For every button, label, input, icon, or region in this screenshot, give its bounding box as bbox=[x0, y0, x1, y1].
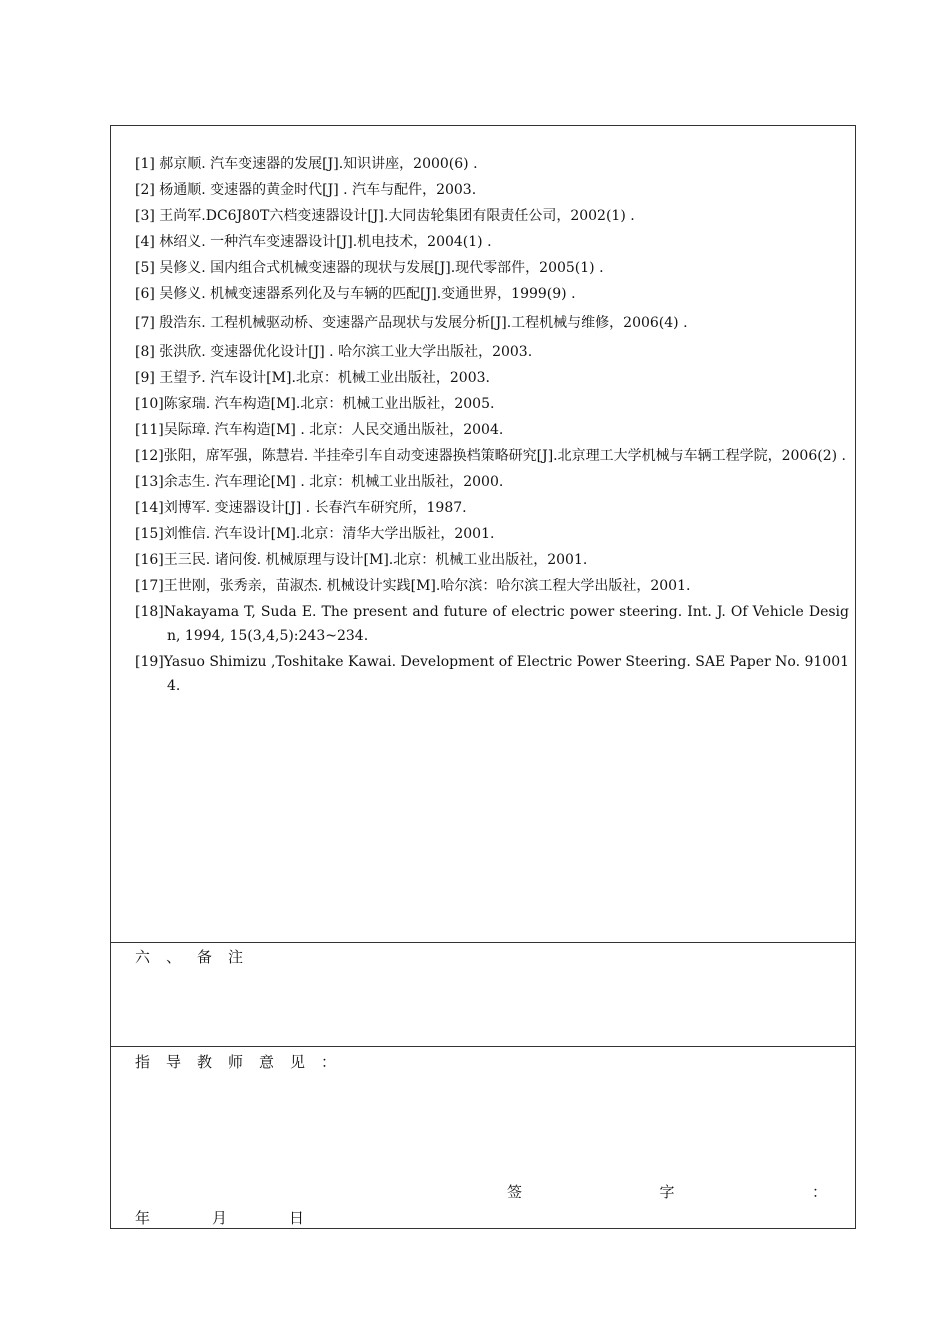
reference-list bbox=[135, 152, 849, 700]
reference-item: [18]Nakayama T, Suda E. The present and future of electric power steering. Int. J. Of Vehicle Design, 1994, 15(3,4,5):243~234. bbox=[135, 604, 849, 644]
reference-item: [17]王世刚，张秀亲，苗淑杰. 机械设计实践[M].哈尔滨：哈尔滨工程大学出版社，2001. bbox=[135, 578, 691, 594]
signature-colon: ： bbox=[811, 1183, 827, 1201]
reference-item: [10]陈家瑞. 汽车构造[M].北京：机械工业出版社，2005. bbox=[135, 396, 495, 412]
form-frame bbox=[110, 125, 856, 1229]
reference-item: [6] 吴修义. 机械变速器系列化及与车辆的匹配[J].变通世界，1999(9) . bbox=[135, 286, 576, 302]
reference-item: [13]余志生. 汽车理论[M] . 北京：机械工业出版社，2000. bbox=[135, 474, 504, 490]
date-month: 月 bbox=[212, 1209, 228, 1227]
reference-item: [14]刘博军. 变速器设计[J] . 长春汽车研究所，1987. bbox=[135, 500, 467, 516]
remarks-label: 六、备注 bbox=[135, 948, 260, 966]
reference-item: [12]张阳，席军强，陈慧岩. 半挂牵引车自动变速器换档策略研究[J].北京理工大学机械与车辆工程学院，2006(2) . bbox=[135, 448, 846, 464]
date-line bbox=[135, 1207, 304, 1228]
reference-item: [15]刘惟信. 汽车设计[M].北京：清华大学出版社，2001. bbox=[135, 526, 495, 542]
reference-item: [7] 殷浩东. 工程机械驱动桥、变速器产品现状与发展分析[J].工程机械与维修，2006(4) . bbox=[135, 315, 688, 331]
reference-item: [9] 王望予. 汽车设计[M].北京：机械工业出版社，2003. bbox=[135, 370, 490, 386]
section-divider bbox=[111, 1046, 855, 1047]
signature-char: 签 bbox=[507, 1183, 523, 1201]
reference-item: [1] 郝京顺. 汽车变速器的发展[J].知识讲座，2000(6) . bbox=[135, 156, 478, 172]
advisor-opinion-label: 指导教师意见： bbox=[135, 1053, 353, 1071]
reference-item: [16]王三民. 诸问俊. 机械原理与设计[M].北京：机械工业出版社，2001. bbox=[135, 552, 588, 568]
reference-item: [5] 吴修义. 国内组合式机械变速器的现状与发展[J].现代零部件，2005(1) . bbox=[135, 260, 604, 276]
signature-char: 字 bbox=[659, 1183, 675, 1201]
reference-item: [4] 林绍义. 一种汽车变速器设计[J].机电技术，2004(1) . bbox=[135, 234, 492, 250]
signature-line bbox=[507, 1181, 827, 1202]
section-divider bbox=[111, 942, 855, 943]
date-day: 日 bbox=[289, 1209, 305, 1227]
reference-item: [19]Yasuo Shimizu ,Toshitake Kawai. Development of Electric Power Steering. SAE Paper No. 910014. bbox=[135, 654, 850, 694]
reference-item: [2] 杨通顺. 变速器的黄金时代[J] . 汽车与配件，2003. bbox=[135, 182, 477, 198]
reference-item: [3] 王尚军.DC6J80T六档变速器设计[J].大同齿轮集团有限责任公司，2002(1) . bbox=[135, 208, 635, 224]
reference-item: [11]吴际璋. 汽车构造[M] . 北京：人民交通出版社，2004. bbox=[135, 422, 504, 438]
reference-item: [8] 张洪欣. 变速器优化设计[J] . 哈尔滨工业大学出版社，2003. bbox=[135, 344, 533, 360]
date-year: 年 bbox=[135, 1209, 151, 1227]
